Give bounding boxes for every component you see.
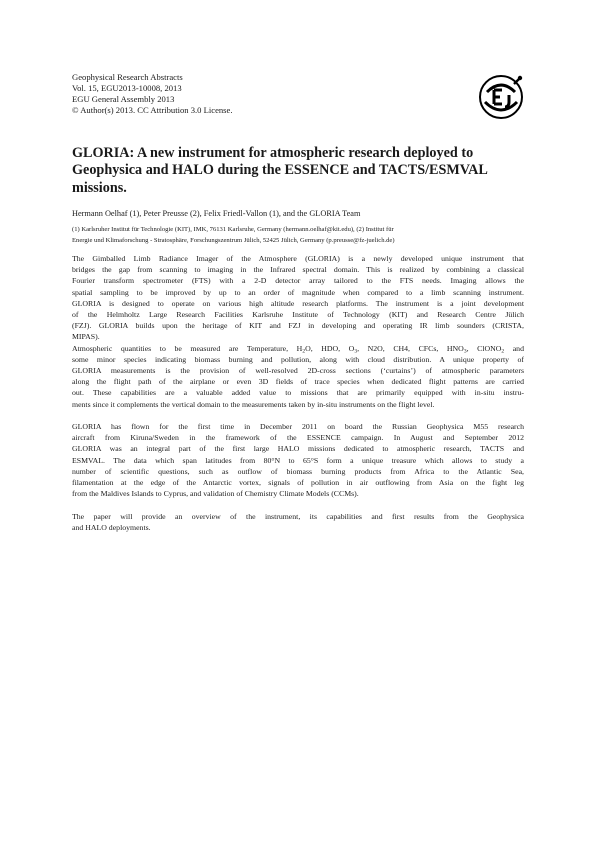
abstract-body (72, 253, 524, 544)
paragraph-flights (72, 421, 524, 499)
text-line: The Gimballed Limb Radiance Imager of the Atmosphere (GLORIA) is a newly developed unique instrument that (72, 254, 524, 263)
text-line: (FZJ). GLORIA builds upon the heritage of KIT and FZJ in developing and operating IR limb sounders (CRISTA, (72, 321, 524, 331)
text-line: filamentation at the edge of the Antarctic vortex, signals of pollution in air outflowing from Asia on the fight leg (72, 478, 524, 488)
text-line: and HALO deployments. (72, 522, 151, 532)
header-line-license: © Author(s) 2013. CC Attribution 3.0 License. (72, 104, 233, 115)
header-line-journal: Geophysical Research Abstracts (72, 72, 183, 82)
paragraph-intro (72, 253, 524, 410)
text-line: ments since it complements the vertical domain to the measurements taken by in-situ instruments on the flight level. (72, 399, 435, 409)
author-list: Hermann Oelhaf (1), Peter Preusse (2), Felix Friedl-Vallon (1), and the GLORIA Team (72, 209, 361, 218)
egu-logo-icon (476, 72, 526, 122)
text-line: along the flight path of the airplane or even 3D fields of trace species when dedicated flight patterns are carried (72, 377, 524, 387)
affiliation-line: (1) Karlsruher Institut für Technologie (KIT), IMK, 76131 Karlsruhe, Germany (hermann.oelhaf@kit.edu), (2) Institut für (72, 226, 394, 233)
text-line-species: Atmospheric quantities to be measured are Temperature, $H_2O$, HDO, $O_3$, N2O, CH4, CFCs, $HNO_3$, ClONO$_2$ and (72, 343, 524, 354)
text-line: The paper will provide an overview of the instrument, its capabilities and first results from the Geophysica (72, 511, 524, 521)
text-line: number of scientific questions, such as outflow of biomass burning products from Africa to the Atlantic Sea, (72, 466, 524, 476)
text-line: out. These capabilities are a valuable added value to missions that are primarily equipped with in-situ instru- (72, 388, 524, 398)
paper-title: GLORIA: A new instrument for atmospheric research deployed to Geophysica and HALO during the ESSENCE and TACTS/ESMVAL missions. (72, 145, 488, 196)
affiliation-line: Energie und Klimaforschung - Stratosphäre, Forschungszentrum Jülich, 52425 Jülich, Germany (p.preusse@fz-juelich.de) (72, 237, 395, 245)
journal-header (72, 72, 452, 116)
text-line: Fourier transform spectrometer (FTS) with a 2-D detector array tailored to the FTS needs. Imaging allows the (72, 276, 524, 286)
text-line: GLORIA has flown for the first time in December 2011 on board the Russian Geophysica M55 research (72, 422, 524, 432)
text-line: bridges the gap from scanning to imaging in the Infrared spectral domain. This is realized by combining a classical (72, 265, 524, 275)
text-line: GLORIA is designed to operate on various high altitude research platforms. The instrument is a joint development (72, 298, 524, 308)
text-line: spatial sampling to be improved by up to an order of magnitude when compared to a limb scanning instrument. (72, 287, 524, 297)
text-line: some minor species indicating biomass burning and pollution, along with cloud distribution. A unique property of (72, 354, 524, 364)
header-line-assembly: EGU General Assembly 2013 (72, 93, 175, 104)
text-line: GLORIA was an integral part of the first large HALO missions dedicated to atmospheric research, TACTS and (72, 444, 524, 454)
affiliations (72, 224, 524, 247)
text-line: of the Helmholtz Large Research Facilities Karlsruhe Institute of Technology (KIT) and Research Centre Jülich (72, 310, 524, 320)
text-line: GLORIA measurements is the provision of well-resolved 2D-cross sections (‘curtains’) of atmospheric parameters (72, 366, 524, 376)
text-line: MIPAS). (72, 332, 100, 342)
text-line: aircraft from Kiruna/Sweden in the framework of the ESSENCE campaign. In August and September 2012 (72, 433, 524, 443)
header-line-volume: Vol. 15, EGU2013-10008, 2013 (72, 82, 182, 93)
text-line: ESMVAL. The data which span latitudes from 80°N to 65°S form a unique treasure which allows to study a (72, 455, 524, 465)
paragraph-outlook (72, 511, 524, 533)
text-line: from the Maldives Islands to Cyprus, and validation of Chemistry Climate Models (CCMs). (72, 489, 359, 499)
